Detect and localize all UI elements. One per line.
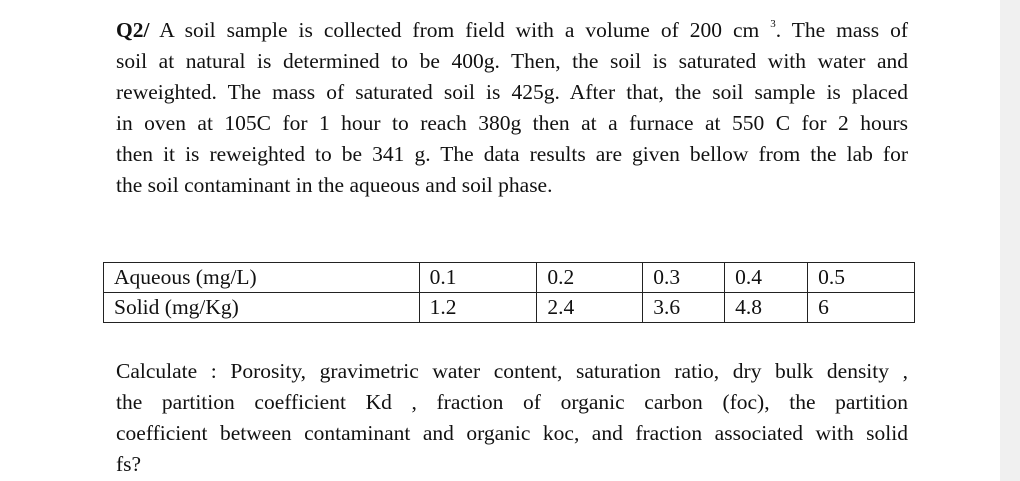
row-label: Aqueous (mg/L) bbox=[104, 263, 420, 293]
table-cell: 0.4 bbox=[725, 263, 808, 293]
superscript: 3 bbox=[770, 18, 776, 30]
calculate-line-1: Calculate : Porosity, gravimetric water content, saturation ratio, dry bulk density , bbox=[116, 359, 908, 383]
table-cell: 2.4 bbox=[537, 293, 643, 323]
table-cell: 3.6 bbox=[643, 293, 725, 323]
question-line-5: then it is reweighted to be 341 g. The data results are given bellow from the lab for bbox=[116, 142, 908, 166]
question-line-4: in oven at 105C for 1 hour to reach 380g then at a furnace at 550 C for 2 hours bbox=[116, 111, 908, 135]
question-label: Q2/ bbox=[116, 18, 150, 42]
table-cell: 6 bbox=[808, 293, 915, 323]
data-table bbox=[103, 262, 915, 323]
question-line-2: soil at natural is determined to be 400g. Then, the soil is saturated with water and bbox=[116, 49, 908, 73]
calculate-line-3: coefficient between contaminant and organic koc, and fraction associated with solid bbox=[116, 421, 908, 445]
right-margin-bar bbox=[1000, 0, 1020, 481]
table-row bbox=[104, 293, 915, 323]
calculate-line-2: the partition coefficient Kd , fraction of organic carbon (foc), the partition bbox=[116, 390, 908, 414]
table-cell: 0.1 bbox=[419, 263, 537, 293]
table-cell: 0.3 bbox=[643, 263, 725, 293]
question-line-1: Q2/ A soil sample is collected from field with a volume of 200 cm $^3$. The mass of bbox=[116, 18, 909, 42]
table-cell: 0.2 bbox=[537, 263, 643, 293]
table-cell: 4.8 bbox=[725, 293, 808, 323]
question-line-6: the soil contaminant in the aqueous and soil phase. bbox=[116, 173, 553, 197]
row-label: Solid (mg/Kg) bbox=[104, 293, 420, 323]
question-paragraph bbox=[116, 15, 908, 201]
table-cell: 0.5 bbox=[808, 263, 915, 293]
calculate-paragraph bbox=[116, 356, 908, 480]
table-cell: 1.2 bbox=[419, 293, 537, 323]
table-row bbox=[104, 263, 915, 293]
calculate-line-4: fs? bbox=[116, 452, 142, 476]
question-line-3: reweighted. The mass of saturated soil is 425g. After that, the soil sample is placed bbox=[116, 80, 908, 104]
